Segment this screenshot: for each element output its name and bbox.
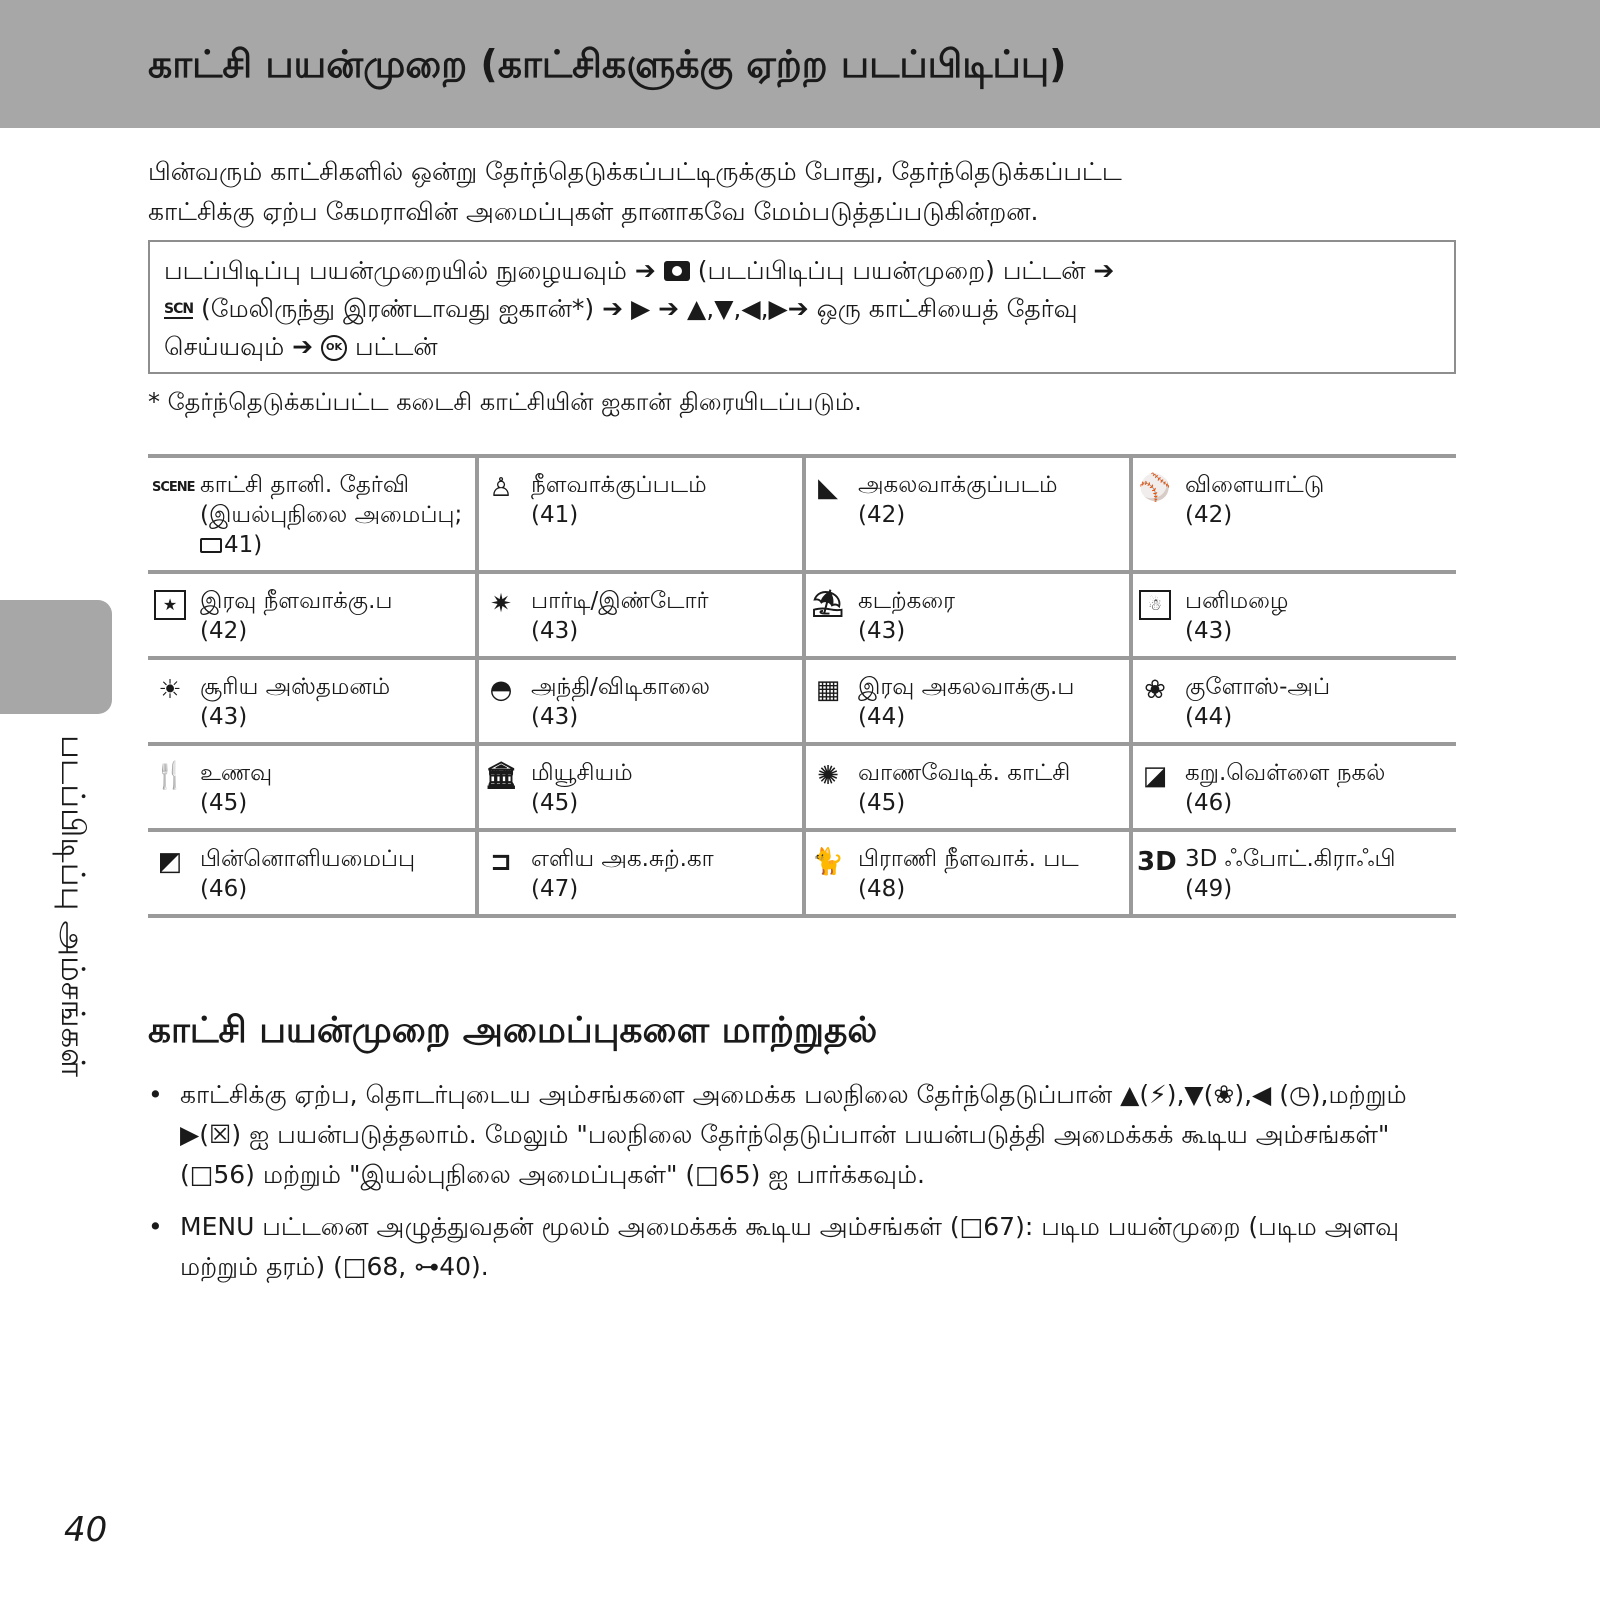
scene-cell-backlighting bbox=[148, 832, 475, 914]
scene-ref: 41) bbox=[224, 532, 263, 558]
scene-label: அகலவாக்குப்படம் bbox=[858, 472, 1058, 498]
scene-label: பின்னொளியமைப்பு bbox=[200, 846, 416, 872]
landscape-icon: ◣ bbox=[818, 473, 838, 503]
pet-icon: 🐈 bbox=[811, 847, 845, 877]
scene-label: எளிய அக.சுற்.கா bbox=[531, 846, 714, 872]
scene-ref: (47) bbox=[531, 876, 579, 902]
scene-cell-bw-copy bbox=[1129, 746, 1456, 828]
page-header bbox=[0, 0, 1600, 128]
scene-ref: (43) bbox=[531, 618, 579, 644]
ok-button-icon: OK bbox=[321, 335, 347, 361]
food-icon: 🍴 bbox=[153, 761, 187, 791]
scene-cell-sports bbox=[1129, 458, 1456, 570]
scene-label: பார்டி/இண்டோர் bbox=[531, 588, 709, 614]
procedure-part-2: (படப்பிடிப்பு பயன்முறை) பட்டன் ➔ bbox=[697, 256, 1115, 285]
scene-ref: (48) bbox=[858, 876, 906, 902]
night-landscape-icon: ▦ bbox=[815, 675, 841, 705]
scene-label: உணவு bbox=[200, 760, 273, 786]
scene-icon: SCN bbox=[164, 301, 194, 317]
scene-cell-sunset bbox=[148, 660, 475, 742]
3d-icon: 3D bbox=[1137, 847, 1177, 877]
scene-cell-party bbox=[475, 574, 802, 656]
book-icon bbox=[200, 538, 222, 553]
procedure-part-4: செய்யவும் ➔ bbox=[164, 332, 314, 361]
camera-icon bbox=[664, 261, 690, 281]
bullet-item: • MENU பட்டனை அழுத்துவதன் மூலம் அமைக்கக் கூடிய அம்சங்கள் (□67): படிம பயன்முறை (படிம அளவு மற்றும் தரம்) (□68, ⊶40). bbox=[148, 1207, 1458, 1287]
portrait-icon: ♙ bbox=[489, 473, 513, 503]
scene-ref: (42) bbox=[1185, 502, 1233, 528]
page-title: காட்சி பயன்முறை (காட்சிகளுக்கு ஏற்ற படப்பிடிப்பு) bbox=[148, 42, 1067, 86]
procedure-part-3: (மேலிருந்து இரண்டாவது ஐகான்*) ➔ ▶ ➔ ▲,▼,◀,▶➔ ஒரு காட்சியைத் தேர்வு bbox=[201, 294, 1078, 323]
scene-label: இரவு நீளவாக்கு.ப bbox=[200, 588, 393, 614]
scene-ref: (45) bbox=[200, 790, 248, 816]
scene-ref: (43) bbox=[531, 704, 579, 730]
footnote: * தேர்ந்தெடுக்கப்பட்ட கடைசி காட்சியின் ஐகான் திரையிடப்படும். bbox=[148, 388, 862, 416]
procedure-part-5: பட்டன் bbox=[355, 332, 438, 361]
scene-cell-close-up bbox=[1129, 660, 1456, 742]
museum-icon: 🏛 bbox=[484, 761, 518, 791]
scene-row bbox=[148, 832, 1456, 918]
procedure-part-1: படப்பிடிப்பு பயன்முறையில் நுழையவும் ➔ bbox=[164, 256, 656, 285]
scene-cell-portrait bbox=[475, 458, 802, 570]
scene-ref: (49) bbox=[1185, 876, 1233, 902]
scene-cell-snow bbox=[1129, 574, 1456, 656]
scene-auto-icon: SCENE bbox=[152, 480, 195, 495]
scene-label: 3D ஃபோட்.கிராஃபி bbox=[1185, 846, 1396, 872]
scene-label: பிராணி நீளவாக். பட bbox=[858, 846, 1079, 872]
sunset-icon: ☀ bbox=[158, 675, 182, 705]
scene-label: குளோஸ்-அப் bbox=[1185, 674, 1331, 700]
intro-line-1: பின்வரும் காட்சிகளில் ஒன்று தேர்ந்தெடுக்கப்பட்டிருக்கும் போது, தேர்ந்தெடுக்கப்பட்ட bbox=[148, 157, 1122, 186]
scene-cell-night-portrait bbox=[148, 574, 475, 656]
side-tab bbox=[0, 600, 112, 714]
scene-row bbox=[148, 660, 1456, 746]
scene-cell-landscape bbox=[802, 458, 1129, 570]
scene-label: மியூசியம் bbox=[531, 760, 633, 786]
procedure-line-2 bbox=[164, 290, 1440, 328]
scene-ref: (46) bbox=[200, 876, 248, 902]
scene-label: வாணவேடிக். காட்சி bbox=[858, 760, 1071, 786]
night-portrait-icon: ★ bbox=[154, 590, 186, 620]
scene-ref: (42) bbox=[858, 502, 906, 528]
scene-grid bbox=[148, 454, 1456, 918]
scene-ref: (46) bbox=[1185, 790, 1233, 816]
bw-copy-icon: ◪ bbox=[1142, 761, 1168, 791]
scene-cell-easy-panorama bbox=[475, 832, 802, 914]
scene-ref: (44) bbox=[1185, 704, 1233, 730]
scene-ref: (43) bbox=[1185, 618, 1233, 644]
scene-cell-food bbox=[148, 746, 475, 828]
scene-cell-dusk-dawn bbox=[475, 660, 802, 742]
scene-label: காட்சி தானி. தேர்வி (இயல்புநிலை அமைப்பு; bbox=[200, 472, 463, 528]
scene-ref: (45) bbox=[531, 790, 579, 816]
party-icon: ✷ bbox=[490, 589, 512, 619]
scene-label: சூரிய அஸ்தமனம் bbox=[200, 674, 391, 700]
scene-ref: (41) bbox=[531, 502, 579, 528]
sports-icon: ⚾ bbox=[1138, 473, 1172, 503]
scene-cell-night-landscape bbox=[802, 660, 1129, 742]
scene-cell-beach bbox=[802, 574, 1129, 656]
page-number: 40 bbox=[64, 1510, 108, 1550]
close-up-icon: ❀ bbox=[1144, 675, 1166, 705]
scene-label: பனிமழை bbox=[1185, 588, 1289, 614]
scene-label: விளையாட்டு bbox=[1185, 472, 1325, 498]
scene-label: கறு.வெள்ளை நகல் bbox=[1185, 760, 1386, 786]
intro-paragraph bbox=[148, 152, 1448, 232]
scene-label: இரவு அகலவாக்கு.ப bbox=[858, 674, 1075, 700]
snow-icon: ☃ bbox=[1139, 590, 1171, 620]
scene-row bbox=[148, 746, 1456, 832]
backlighting-icon: ◩ bbox=[157, 847, 183, 877]
scene-ref: (43) bbox=[858, 618, 906, 644]
scene-ref: (44) bbox=[858, 704, 906, 730]
bullet-item: • காட்சிக்கு ஏற்ப, தொடர்புடைய அம்சங்களை அமைக்க பலநிலை தேர்ந்தெடுப்பான் ▲(⚡),▼(❀),◀ (◷),மற்றும் ▶(☒) ஐ பயன்படுத்தலாம். மேலும் "பலநிலை தேர்ந்தெடுப்பான் பயன்படுத்தி அமைக்கக் கூடிய அம்சங்கள்" (□56) மற்றும் "இயல்புநிலை அமைப்புகள்" (□65) ஐ பார்க்கவும். bbox=[148, 1075, 1458, 1195]
side-label: படப்பிடிப்பு அம்சங்கள் bbox=[54, 735, 92, 1077]
procedure-box bbox=[148, 240, 1456, 374]
scene-label: அந்தி/விடிகாலை bbox=[531, 674, 710, 700]
dusk-dawn-icon: ◓ bbox=[489, 675, 513, 705]
fireworks-icon: ✺ bbox=[817, 761, 839, 791]
scene-cell-museum bbox=[475, 746, 802, 828]
scene-ref: (43) bbox=[200, 704, 248, 730]
procedure-line-3 bbox=[164, 328, 1440, 366]
scene-cell-fireworks bbox=[802, 746, 1129, 828]
scene-cell-auto bbox=[148, 458, 475, 570]
panorama-icon: ⊐ bbox=[490, 847, 512, 877]
intro-line-2: காட்சிக்கு ஏற்ப கேமராவின் அமைப்புகள் தானாகவே மேம்படுத்தப்படுகின்றன. bbox=[148, 197, 1039, 226]
section-bullets bbox=[148, 1075, 1458, 1299]
scene-ref: (42) bbox=[200, 618, 248, 644]
procedure-line-1 bbox=[164, 252, 1440, 290]
scene-cell-3d bbox=[1129, 832, 1456, 914]
beach-icon: ⛱ bbox=[811, 589, 845, 619]
scene-cell-pet-portrait bbox=[802, 832, 1129, 914]
section-title: காட்சி பயன்முறை அமைப்புகளை மாற்றுதல் bbox=[148, 1010, 878, 1051]
scene-row bbox=[148, 574, 1456, 660]
scene-row bbox=[148, 458, 1456, 574]
scene-label: கடற்கரை bbox=[858, 588, 956, 614]
scene-label: நீளவாக்குப்படம் bbox=[531, 472, 707, 498]
scene-ref: (45) bbox=[858, 790, 906, 816]
